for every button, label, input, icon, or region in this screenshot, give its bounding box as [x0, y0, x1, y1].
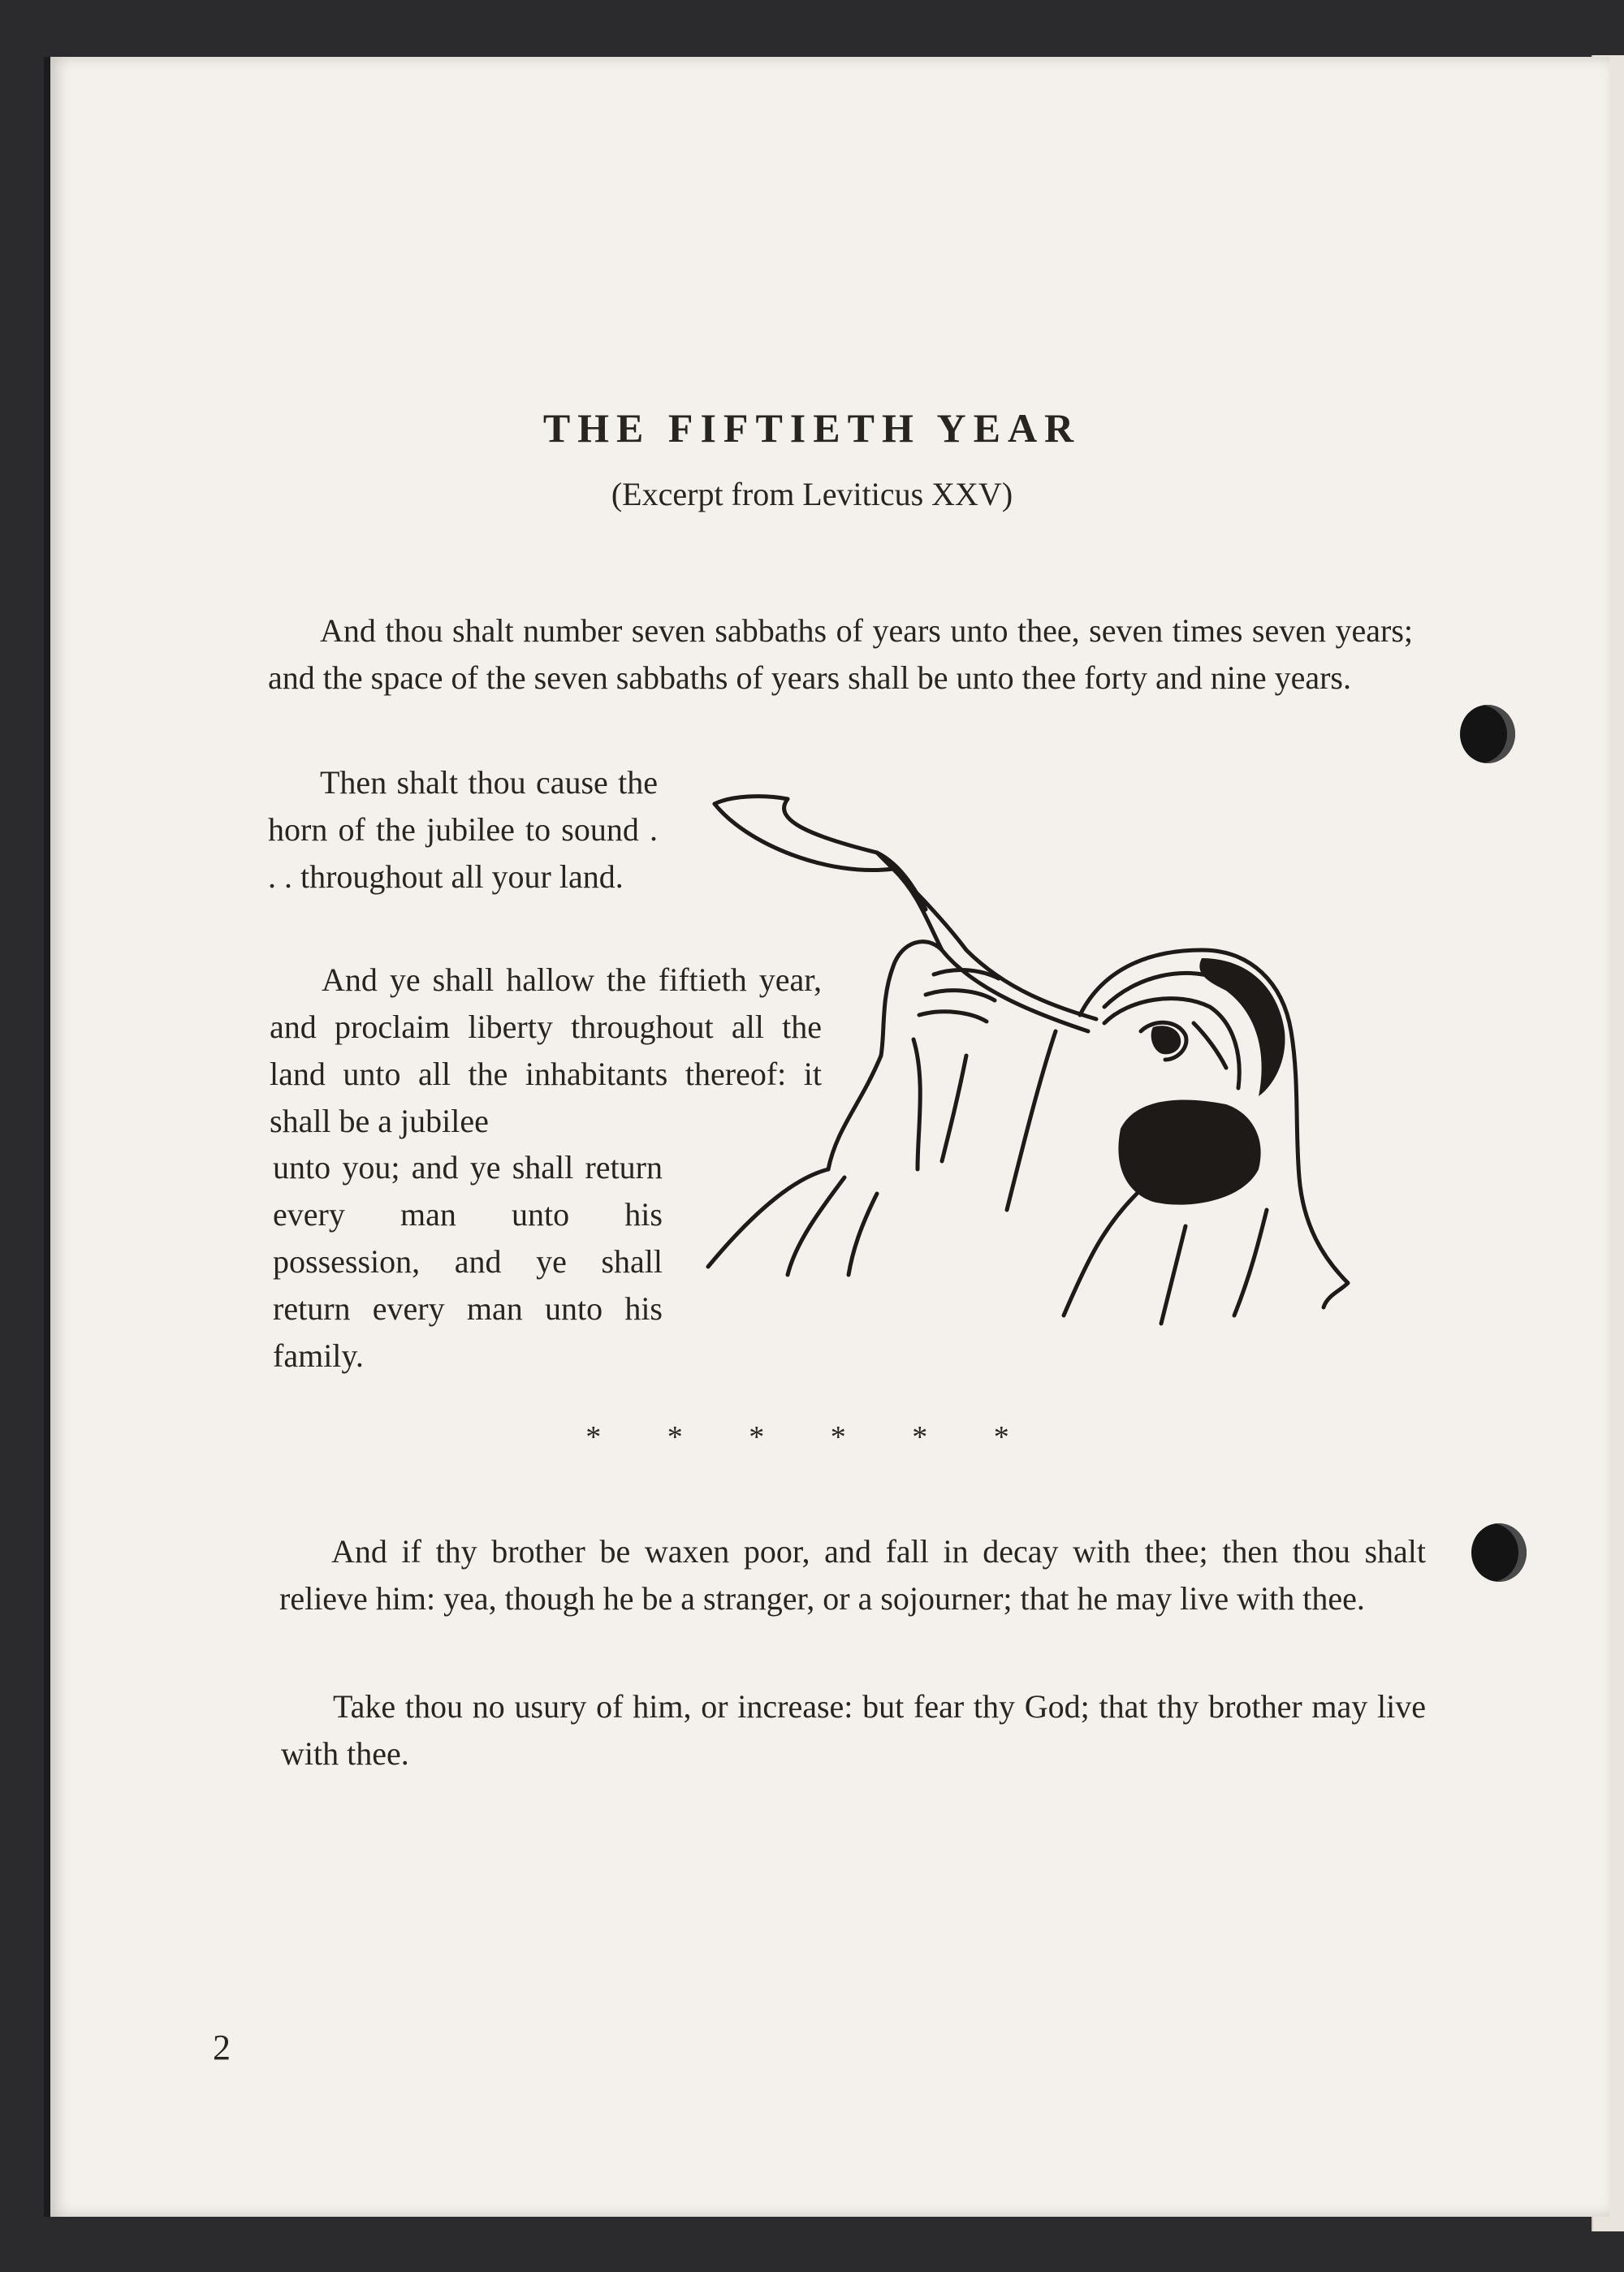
paragraph-proclaim-liberty-continued: unto you; and ye shall return every man unto his possession, and ye shall return every man unto his family. — [273, 1149, 663, 1374]
page-title: THE FIFTIETH YEAR — [542, 405, 1082, 451]
man-blowing-shofar-icon — [698, 788, 1405, 1348]
paragraph-brother-waxen-poor: And if thy brother be waxen poor, and fall in decay with thee; then thou shalt relieve him: yea, though he be a stranger, or a sojourner; that he may live with thee. — [279, 1533, 1426, 1617]
paragraph-forty-nine-years: And thou shalt number seven sabbaths of years unto thee, seven times seven years; and the space of the seven sabbaths of years shall be unto thee forty and nine years. — [268, 612, 1413, 696]
section-separator: * * * * * * — [585, 1420, 1039, 1454]
page-subtitle: (Excerpt from Leviticus XXV) — [611, 476, 1013, 512]
punch-hole-top — [1460, 705, 1515, 763]
paragraph-horn-of-jubilee: Then shalt thou cause the horn of the jubilee to sound . . . throughout all your land. — [268, 764, 658, 895]
paragraph-proclaim-liberty: And ye shall hallow the fiftieth year, and proclaim liberty throughout all the land unto all the inhabitants thereof: it shall be a jubilee — [270, 961, 822, 1139]
punch-hole-bottom — [1471, 1523, 1527, 1582]
paragraph-no-usury: Take thou no usury of him, or increase: but fear thy God; that thy brother may live with thee. — [281, 1688, 1426, 1772]
page-number: 2 — [213, 2028, 231, 2067]
